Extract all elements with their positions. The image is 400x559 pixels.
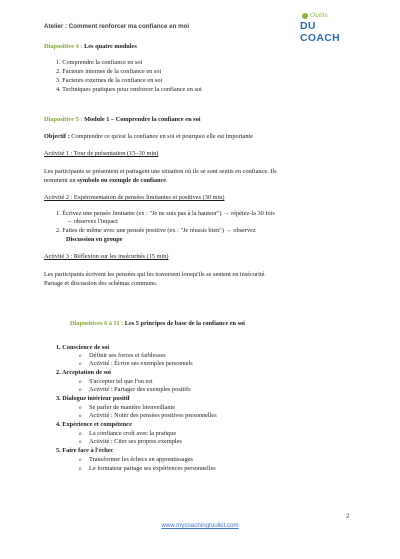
circle-bullet-icon: o bbox=[79, 380, 82, 385]
activity2-item2-line2: Discussion en groupe bbox=[66, 236, 123, 243]
circle-bullet-icon: o bbox=[79, 440, 82, 445]
principle-subitem-text: Activité : Partager des exemples positifs bbox=[89, 386, 191, 393]
activity3-text-line1: Les participants écrivent les pensées qui les traversent lorsqu'ils se sentent en insécurité. bbox=[44, 271, 266, 278]
principle-title: 5. Faire face à l'échec bbox=[56, 447, 114, 454]
activity1-text-pre: nomment un bbox=[44, 177, 78, 184]
module-item: 2. Facteurs internes de la confiance en soi bbox=[56, 68, 162, 75]
principle-subitem-text: Activité : Citer ses propres exemples bbox=[89, 438, 182, 445]
activity1-text-line2 bbox=[44, 177, 168, 185]
logo-dot-icon bbox=[302, 13, 308, 19]
principle-subitem-text: Se parler de manière bienveillante bbox=[89, 404, 176, 411]
principle-subitem bbox=[79, 386, 191, 395]
principle-title: 1. Conscience de soi bbox=[56, 344, 110, 351]
circle-bullet-icon: o bbox=[79, 354, 82, 359]
activity2-item2-line1: 2. Faites de même avec une pensée positive (ex : "Je réussis bien") → observez bbox=[56, 227, 256, 234]
objectif-label: Objectif : bbox=[44, 133, 70, 140]
circle-bullet-icon: o bbox=[79, 388, 82, 393]
principle-subitem-text: La confiance croît avec la pratique bbox=[89, 430, 177, 437]
slides6-11-title: Les 5 principes de base de la confiance en soi bbox=[124, 320, 245, 327]
principle-subitem bbox=[79, 438, 182, 447]
objectif-line bbox=[44, 133, 253, 141]
principle-subitem-text: Le formateur partage ses expériences personnelles bbox=[89, 465, 216, 472]
principle-subitem-text: Transformer les échecs en apprentissages bbox=[89, 456, 193, 463]
slides6-11-heading bbox=[70, 320, 245, 328]
slide4-heading bbox=[44, 43, 137, 51]
principle-title: 2. Acceptation de soi bbox=[56, 369, 111, 376]
objectif-text: Comprendre ce qu'est la confiance en soi et pourquoi elle est importante bbox=[71, 133, 254, 140]
activity1-text-bold: symbole ou exemple de confiance bbox=[77, 177, 167, 184]
principle-subitem bbox=[79, 412, 217, 421]
slide4-label: Diapositive 4 : bbox=[44, 43, 83, 50]
activity3-title: Activité 3 : Réflexion sur les insécurités (15 min) bbox=[44, 253, 169, 260]
slide5-heading bbox=[44, 116, 201, 124]
circle-bullet-icon: o bbox=[79, 432, 82, 437]
circle-bullet-icon: o bbox=[79, 362, 82, 367]
principle-subitem-text: Activité : Écrire ses exemples personnels bbox=[89, 360, 193, 367]
activity1-text-line1: Les participants se présentent et partagent une situation où ils se sont sentis en confiance. Ils bbox=[44, 168, 277, 175]
slide4-title: Les quatre modules bbox=[84, 43, 137, 50]
module-item: 1. Comprendre la confiance en soi bbox=[56, 59, 143, 66]
slide5-title: Module 1 – Comprendre la confiance en soi bbox=[84, 116, 201, 123]
logo-main-text: DU COACH bbox=[300, 20, 340, 44]
module-item: 3. Facteurs externes de la confiance en soi bbox=[56, 77, 163, 84]
activity3-text-line2: Partage et discussion des schémas communs. bbox=[44, 280, 158, 287]
circle-bullet-icon: o bbox=[79, 406, 82, 411]
circle-bullet-icon: o bbox=[79, 458, 82, 463]
logo-top-text: Outils bbox=[310, 12, 328, 19]
slides6-11-label: Diapositives 6 à 11 : bbox=[70, 320, 124, 327]
principle-title: 3. Dialogue intérieur positif bbox=[56, 395, 130, 402]
principle-subitem bbox=[79, 360, 193, 369]
principle-subitem-text: Activité : Noter des pensées positives personnelles bbox=[89, 412, 217, 419]
module-item: 4. Techniques pratiques pour renforcer la confiance en soi bbox=[56, 86, 202, 93]
brand-logo bbox=[296, 12, 356, 44]
activity2-item1-line1: 1. Écrivez une pensée limitante (ex : "Je ne suis pas à la hauteur") → répétez-la 30 fois bbox=[56, 210, 275, 217]
circle-bullet-icon: o bbox=[79, 414, 82, 419]
activity1-text-post: . bbox=[166, 177, 168, 184]
circle-bullet-icon: o bbox=[79, 467, 82, 472]
footer-website-link[interactable]: www.mycoachingtoolkit.com bbox=[161, 522, 239, 529]
principle-subitem bbox=[79, 456, 193, 465]
principle-subitem-text: Définir ses forces et faiblesses bbox=[89, 352, 166, 359]
header-title: Atelier : Comment renforcer ma confiance en moi bbox=[44, 23, 190, 30]
slide5-label: Diapositive 5 : bbox=[44, 116, 83, 123]
activity2-title: Activité 2 : Expérimentation de pensées limitantes et positives (30 min) bbox=[44, 194, 225, 201]
activity2-item1-line2: → observez l'impact bbox=[66, 218, 118, 225]
principle-subitem bbox=[79, 465, 216, 474]
principle-subitem-text: S'accepter tel que l'on est bbox=[89, 378, 153, 385]
page-number: 2 bbox=[346, 513, 350, 520]
principle-title: 4. Expérience et compétence bbox=[56, 421, 132, 428]
activity1-title: Activité 1 : Tour de présentation (15–30 min) bbox=[44, 150, 159, 157]
